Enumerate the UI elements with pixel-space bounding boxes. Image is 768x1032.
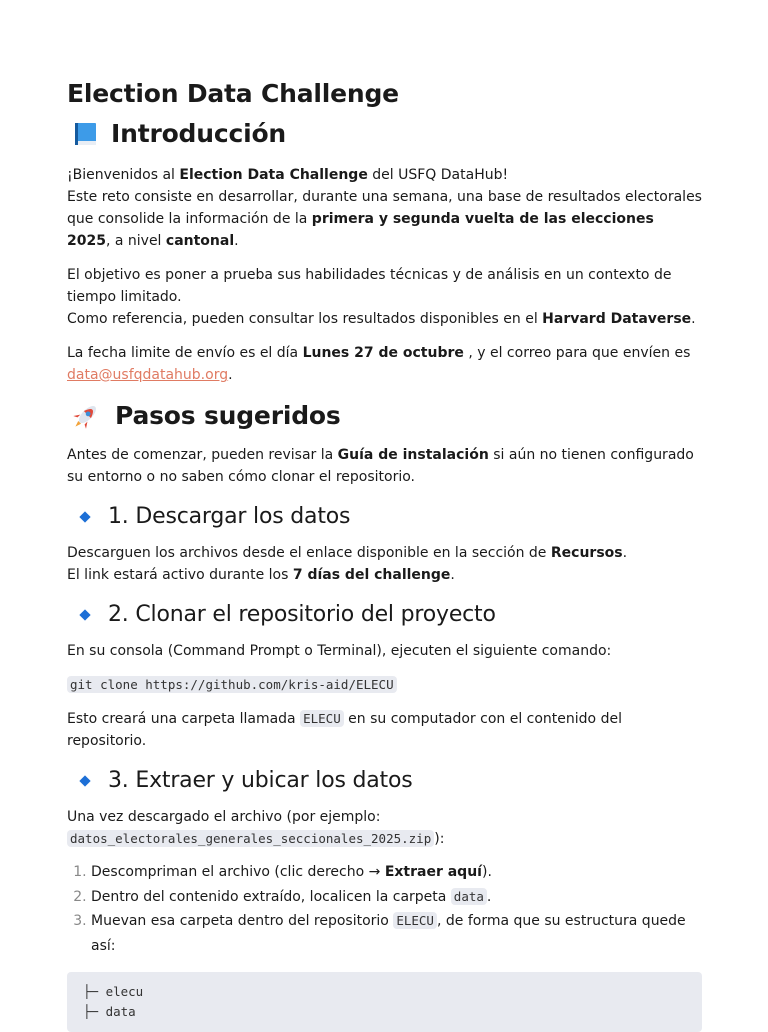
text: , a nivel	[105, 233, 166, 249]
intro-paragraph-2	[67, 264, 702, 330]
text: del USFQ DataHub!	[367, 167, 509, 183]
bold-text: cantonal	[165, 233, 235, 249]
text: , y el correo para que envíen es	[463, 345, 691, 361]
text: si aún no tienen configurado su entorno o no saben cómo clonar el repositorio.	[67, 447, 694, 485]
tree-line: ├─ data	[83, 1004, 136, 1019]
step-heading-3	[67, 766, 702, 796]
text: .	[228, 367, 233, 383]
tree-line: ├─ elecu	[83, 984, 144, 999]
section-heading-label: Pasos sugeridos	[115, 401, 341, 430]
text: Dentro del contenido extraído, localicen la carpeta	[91, 888, 451, 905]
text: .	[691, 311, 696, 327]
extract-steps-list	[67, 860, 702, 958]
git-command-line	[67, 674, 702, 696]
folder-structure-codeblock	[67, 972, 702, 1032]
rocket-icon	[69, 401, 103, 431]
text: .	[622, 545, 628, 561]
text: ).	[481, 864, 492, 880]
step-3-text	[67, 806, 702, 850]
text: ¡Bienvenidos al	[67, 167, 180, 183]
step-heading-label: 2. Clonar el repositorio del proyecto	[108, 602, 496, 627]
list-item	[91, 860, 702, 885]
steps-intro	[67, 444, 702, 488]
bold-text: primera y segunda vuelta de las elecciones 2025	[67, 211, 654, 249]
bold-text: Election Data Challenge	[179, 167, 368, 183]
text: .	[234, 233, 239, 249]
intro-paragraph-3	[67, 342, 702, 386]
bold-text: Harvard Dataverse	[542, 311, 692, 327]
text: Una vez descargado el archivo (por ejemplo:	[67, 809, 381, 825]
section-heading-introduccion	[67, 118, 702, 150]
text: Este reto consiste en desarrollar, durante una semana, una base de resultados electorales que consolide la información de la	[67, 189, 702, 227]
text: .	[450, 567, 455, 583]
bold-text: Guía de instalación	[337, 447, 489, 463]
text: Descarguen los archivos desde el enlace disponible en la sección de	[67, 545, 551, 561]
section-heading-label: Introducción	[111, 119, 287, 148]
text: , de forma que su estructura quede así:	[91, 913, 686, 954]
inline-code: ELECU	[300, 710, 344, 727]
git-command[interactable]: git clone https://github.com/kris-aid/ELECU	[67, 676, 397, 693]
diamond-icon	[80, 610, 91, 621]
page-title: Election Data Challenge	[67, 79, 399, 108]
text: Muevan esa carpeta dentro del repositorio	[91, 913, 394, 929]
bold-text: Extraer aquí	[384, 864, 482, 880]
text: en su computador con el contenido del repositorio.	[67, 711, 622, 749]
inline-code: data	[451, 888, 487, 905]
section-heading-pasos	[67, 400, 702, 432]
text: El objetivo es poner a prueba sus habilidades técnicas y de análisis en un contexto de tiempo limitado.	[67, 267, 672, 305]
bold-text: 7 días del challenge	[292, 567, 451, 583]
step-2-text: En su consola (Command Prompt o Terminal), ejecuten el siguiente comando:	[67, 643, 612, 659]
list-item	[91, 885, 702, 910]
text: Antes de comenzar, pueden revisar la	[67, 447, 338, 463]
text: .	[486, 888, 492, 905]
step-heading-label: 1. Descargar los datos	[108, 504, 351, 529]
text: Descompriman el archivo (clic derecho →	[91, 864, 385, 880]
inline-code: datos_electorales_generales_seccionales_2025.zip	[67, 830, 434, 847]
intro-paragraph-1	[67, 164, 702, 252]
text: Como referencia, pueden consultar los resultados disponibles en el	[67, 311, 543, 327]
text: Esto creará una carpeta llamada	[67, 711, 301, 727]
text: El link estará activo durante los	[67, 567, 293, 583]
step-heading-2	[67, 600, 702, 630]
step-heading-1	[67, 502, 702, 532]
diamond-icon	[80, 776, 91, 787]
book-icon	[73, 121, 99, 147]
text: ):	[434, 831, 445, 847]
step-2-result	[67, 708, 702, 752]
diamond-icon	[80, 512, 91, 523]
inline-code: ELECU	[393, 912, 437, 929]
email-link[interactable]: data@usfqdatahub.org	[67, 367, 229, 383]
bold-text: Recursos	[550, 545, 623, 561]
step-heading-label: 3. Extraer y ubicar los datos	[108, 768, 413, 793]
step-1-text	[67, 542, 702, 586]
bold-text: Lunes 27 de octubre	[302, 345, 464, 361]
text: La fecha limite de envío es el día	[67, 345, 303, 361]
list-item	[91, 909, 702, 958]
